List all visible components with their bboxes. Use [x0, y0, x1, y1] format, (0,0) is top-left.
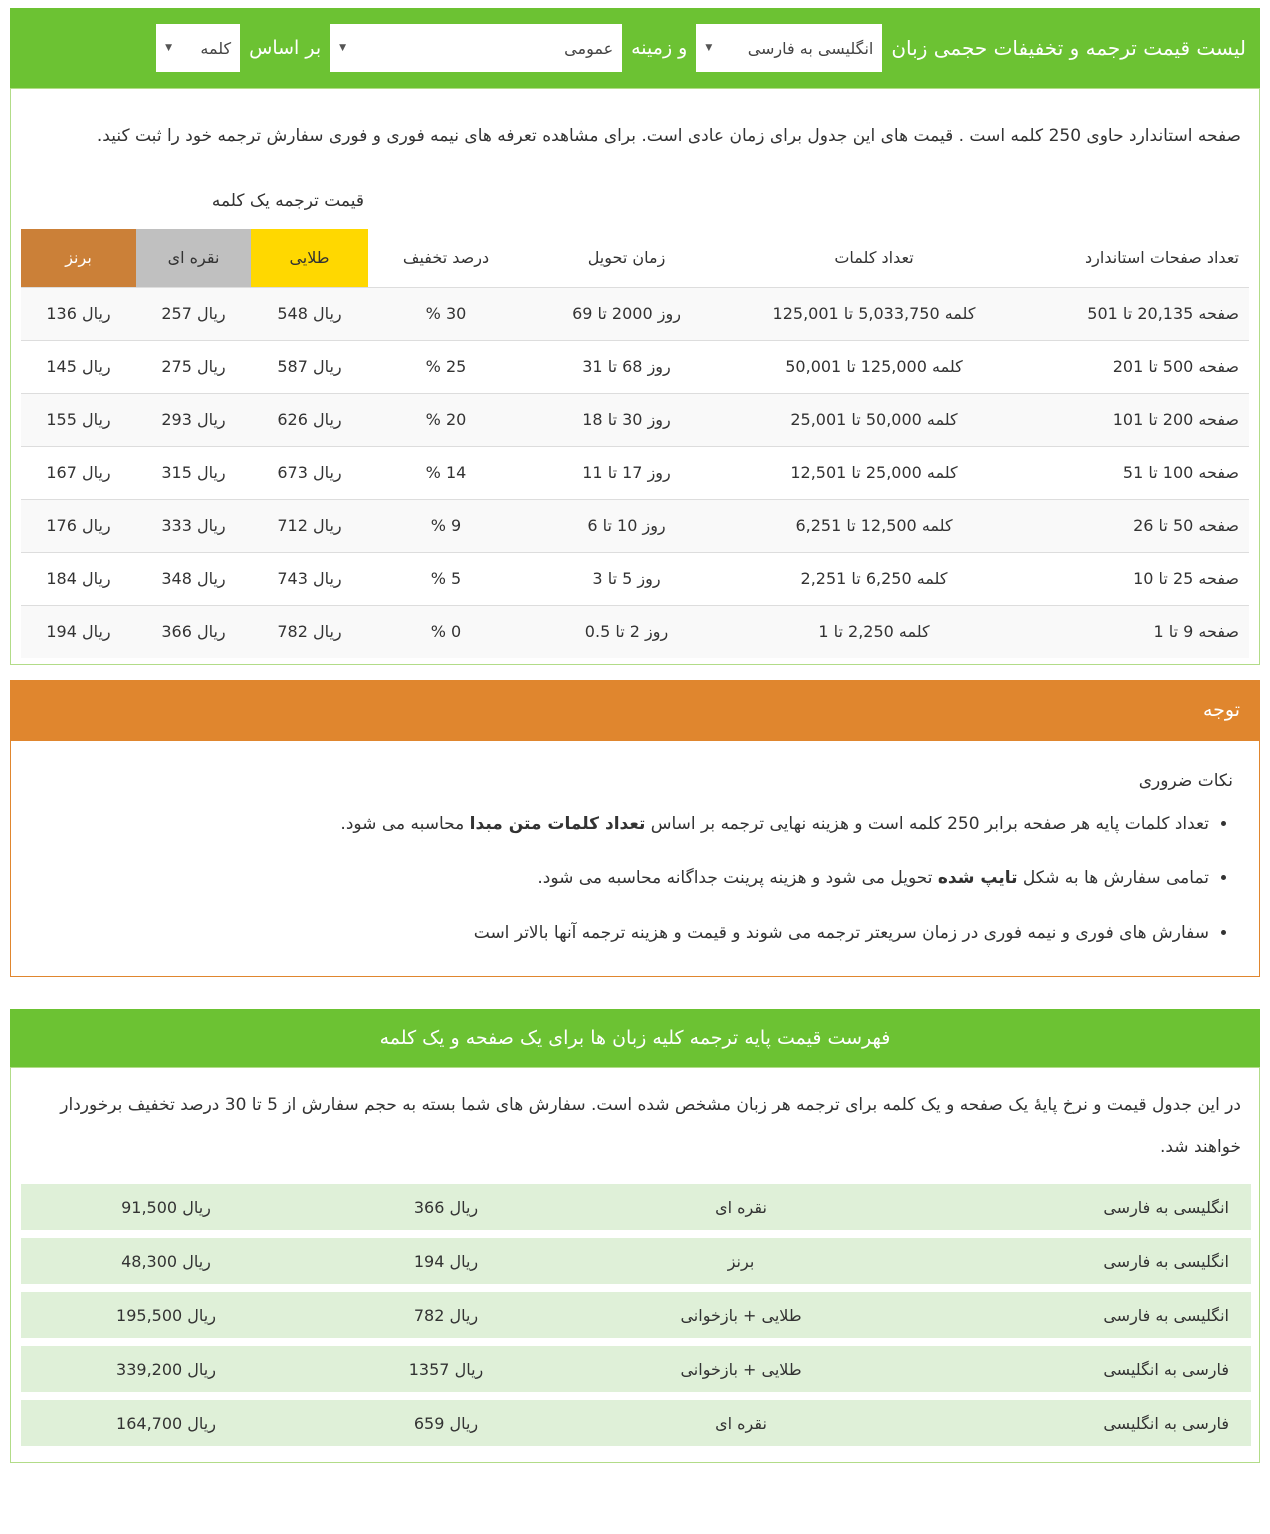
table-cell: 626 ریال	[251, 393, 368, 446]
base-price-cell: انگلیسی به فارسی	[901, 1292, 1251, 1338]
table-cell: 50,001 تا‎ 125,000 کلمه	[729, 340, 1019, 393]
table-cell: 366 ریال	[136, 605, 251, 658]
table-cell: 6,251 تا‎ 12,500 کلمه	[729, 499, 1019, 552]
table-cell: 348 ریال	[136, 552, 251, 605]
table-cell: 548 ریال	[251, 287, 368, 340]
table-header-row	[21, 229, 1249, 287]
table-row	[21, 552, 1249, 605]
table-cell: 743 ریال	[251, 552, 368, 605]
table-cell: % 0	[368, 605, 524, 658]
table-cell: 136 ریال	[21, 287, 136, 340]
table-cell: 673 ریال	[251, 446, 368, 499]
table-cell: % 20	[368, 393, 524, 446]
table-cell: 315 ریال	[136, 446, 251, 499]
base-price-cell: نقره ای	[581, 1184, 901, 1230]
base-prices-section	[10, 1067, 1260, 1463]
table-cell: 31 تا‎ 68 روز	[524, 340, 729, 393]
table-cell: 155 ریال	[21, 393, 136, 446]
base-price-cell: انگلیسی به فارسی	[901, 1238, 1251, 1284]
volume-pricing-table	[21, 177, 1249, 658]
base-prices-header	[10, 1009, 1260, 1067]
table-cell: 69 تا‎ 2000 روز	[524, 287, 729, 340]
table-cell: 51 تا‎ 100 صفحه	[1019, 446, 1249, 499]
base-price-cell: انگلیسی به فارسی	[901, 1184, 1251, 1230]
base-price-cell: 91,500 ریال	[21, 1184, 311, 1230]
field-label: و زمینه	[631, 37, 688, 59]
table-cell: 333 ریال	[136, 499, 251, 552]
base-price-cell: برنز	[581, 1238, 901, 1284]
table-cell: 587 ریال	[251, 340, 368, 393]
base-price-row	[21, 1346, 1251, 1392]
table-row	[21, 499, 1249, 552]
table-cell: % 25	[368, 340, 524, 393]
note-item: • سفارش های فوری و نیمه فوری در زمان سریعتر ترجمه می شوند و قیمت و هزینه ترجمه آنها بالاتر است	[37, 920, 1209, 946]
table-cell: 782 ریال	[251, 605, 368, 658]
base-price-cell: 164,700 ریال	[21, 1400, 311, 1446]
top-header-bar	[10, 8, 1260, 88]
chevron-down-icon: ▼	[705, 43, 713, 53]
table-cell: 6 تا‎ 10 روز	[524, 499, 729, 552]
one-word-label-row	[21, 177, 1249, 229]
table-row	[21, 446, 1249, 499]
table-cell: % 30	[368, 287, 524, 340]
base-price-cell: 194 ریال	[311, 1238, 581, 1284]
table-cell: 145 ریال	[21, 340, 136, 393]
one-word-price-label: قیمت ترجمه یک کلمه	[211, 191, 364, 211]
base-price-cell: طلایی + بازخوانی	[581, 1346, 901, 1392]
column-header-1: تعداد کلمات	[834, 248, 914, 268]
table-cell: 26 تا‎ 50 صفحه	[1019, 499, 1249, 552]
base-price-row	[21, 1400, 1251, 1446]
column-header-5: نقره ای	[136, 229, 251, 287]
table-row	[21, 340, 1249, 393]
table-cell: 12,501 تا‎ 25,000 کلمه	[729, 446, 1019, 499]
base-price-row	[21, 1238, 1251, 1284]
basis-label: بر اساس	[249, 37, 322, 59]
base-price-cell: 782 ریال	[311, 1292, 581, 1338]
language-select-value: انگلیسی به فارسی	[747, 38, 874, 58]
spacer-cell	[368, 177, 1249, 229]
column-header-0: تعداد صفحات استاندارد	[1085, 248, 1239, 268]
table-cell: 194 ریال	[21, 605, 136, 658]
base-price-cell: 195,500 ریال	[21, 1292, 311, 1338]
table-cell: 293 ریال	[136, 393, 251, 446]
table-cell: % 14	[368, 446, 524, 499]
base-price-cell: 1357 ریال	[311, 1346, 581, 1392]
chevron-down-icon: ▼	[339, 43, 347, 53]
table-cell: 176 ریال	[21, 499, 136, 552]
table-cell: 10 تا‎ 25 صفحه	[1019, 552, 1249, 605]
field-select[interactable]	[330, 24, 622, 72]
base-price-cell: نقره ای	[581, 1400, 901, 1446]
notes-list	[37, 811, 1233, 946]
column-header-6: برنز	[21, 229, 136, 287]
table-cell: 1 تا‎ 9 صفحه	[1019, 605, 1249, 658]
notice-title: توجه	[1202, 699, 1240, 721]
table-cell: 1 تا‎ 2,250 کلمه	[729, 605, 1019, 658]
notice-header	[10, 680, 1260, 740]
unit-select[interactable]	[156, 24, 240, 72]
column-header-2: زمان تحویل	[587, 248, 666, 268]
table-row	[21, 287, 1249, 340]
table-cell: 2,251 تا‎ 6,250 کلمه	[729, 552, 1019, 605]
base-price-row	[21, 1184, 1251, 1230]
table-cell: 125,001 تا‎ 5,033,750 کلمه	[729, 287, 1019, 340]
base-price-cell: طلایی + بازخوانی	[581, 1292, 901, 1338]
chevron-down-icon: ▼	[165, 43, 173, 53]
base-prices-description: در این جدول قیمت و نرخ پایهٔ یک صفحه و یک کلمه برای ترجمه هر زبان مشخص شده است. سفارش های شما بسته به حجم سفارش از 5 تا 30 درصد تخفیف برخوردار خواهند شد.	[60, 1095, 1241, 1158]
note-item: • تعداد کلمات پایه هر صفحه برابر 250 کلمه است و هزینه نهایی ترجمه بر اساس تعداد کلمات متن مبدا محاسبه می شود.	[37, 811, 1209, 837]
page-title: لیست قیمت ترجمه و تخفیفات حجمی زبان	[891, 36, 1246, 60]
note-item: • تمامی سفارش ها به شکل تایپ شده تحویل می شود و هزینه پرینت جداگانه محاسبه می شود.	[37, 865, 1209, 891]
base-prices-table	[21, 1176, 1251, 1454]
table-cell: 18 تا‎ 30 روز	[524, 393, 729, 446]
table-cell: 275 ریال	[136, 340, 251, 393]
base-prices-title: فهرست قیمت پایه ترجمه کلیه زبان ها برای یک صفحه و یک کلمه	[379, 1027, 891, 1050]
table-cell: 184 ریال	[21, 552, 136, 605]
field-select-value: عمومی	[564, 38, 614, 58]
notice-body	[10, 740, 1260, 977]
base-price-cell: 366 ریال	[311, 1184, 581, 1230]
table-cell: 167 ریال	[21, 446, 136, 499]
table-cell: 501 تا‎ 20,135 صفحه	[1019, 287, 1249, 340]
table-cell: 712 ریال	[251, 499, 368, 552]
table-cell: % 9	[368, 499, 524, 552]
volume-pricing-section	[10, 88, 1260, 665]
table-row	[21, 393, 1249, 446]
table-cell: 11 تا‎ 17 روز	[524, 446, 729, 499]
table-cell: 0.5 تا‎ 2 روز	[524, 605, 729, 658]
base-price-cell: 659 ریال	[311, 1400, 581, 1446]
base-price-cell: فارسی به انگلیسی	[901, 1346, 1251, 1392]
base-prices-table-body	[21, 1184, 1251, 1446]
table-cell: 3 تا‎ 5 روز	[524, 552, 729, 605]
notes-heading: نکات ضروری	[1138, 771, 1233, 791]
table-row	[21, 605, 1249, 658]
table-cell: 25,001 تا‎ 50,000 کلمه	[729, 393, 1019, 446]
base-price-cell: فارسی به انگلیسی	[901, 1400, 1251, 1446]
unit-select-value: کلمه	[200, 38, 232, 58]
column-header-4: طلایی	[251, 229, 368, 287]
intro-text: صفحه استاندارد حاوی 250 کلمه است . قیمت های این جدول برای زمان عادی است. برای مشاهده تعرفه های نیمه فوری و فوری سفارش ترجمه خود را ثبت کنید.	[96, 126, 1241, 146]
volume-pricing-table-body	[21, 287, 1249, 658]
column-header-3: درصد تخفیف	[402, 248, 490, 268]
table-cell: 201 تا‎ 500 صفحه	[1019, 340, 1249, 393]
language-select[interactable]	[696, 24, 882, 72]
base-price-row	[21, 1292, 1251, 1338]
table-cell: 257 ریال	[136, 287, 251, 340]
table-cell: % 5	[368, 552, 524, 605]
base-price-cell: 48,300 ریال	[21, 1238, 311, 1284]
table-cell: 101 تا‎ 200 صفحه	[1019, 393, 1249, 446]
base-price-cell: 339,200 ریال	[21, 1346, 311, 1392]
